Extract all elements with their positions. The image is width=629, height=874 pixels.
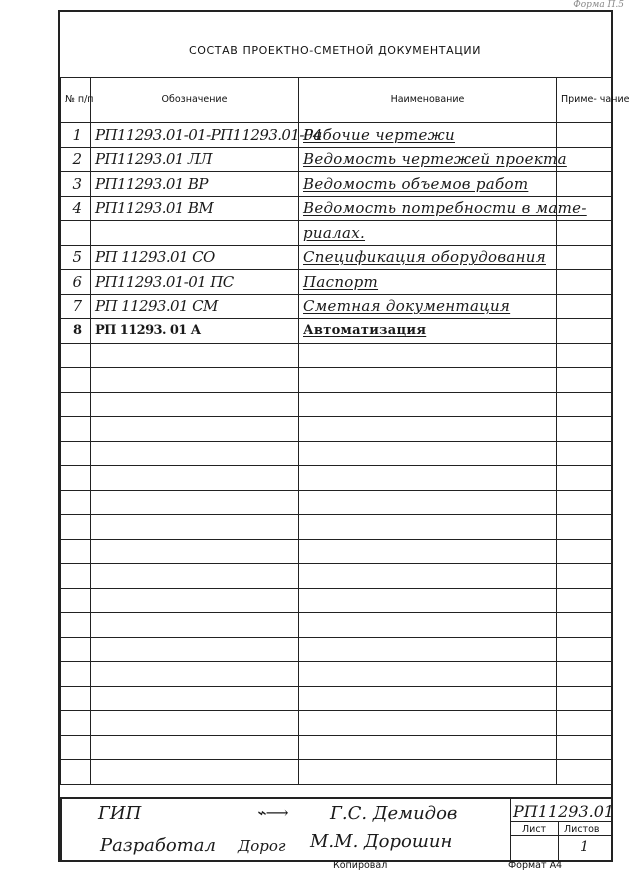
- empty-row: [61, 490, 613, 515]
- table-row: [61, 245, 613, 270]
- empty-row: [61, 735, 613, 760]
- header-note: Приме- чание: [557, 78, 613, 123]
- empty-cell: [91, 490, 299, 515]
- empty-cell: [91, 343, 299, 368]
- empty-row: [61, 441, 613, 466]
- empty-cell: [91, 735, 299, 760]
- empty-cell: [299, 588, 557, 613]
- empty-cell: [557, 417, 613, 442]
- row-num: [61, 221, 91, 246]
- empty-cell: [557, 637, 613, 662]
- form-corner-note: Форма П.5: [573, 0, 624, 10]
- row-code: РП 11293.01 СО: [91, 245, 299, 270]
- row-code: РП11293.01-01 ПС: [91, 270, 299, 295]
- row-num: 2: [61, 147, 91, 172]
- row-code: РП11293.01 ВР: [91, 172, 299, 197]
- empty-cell: [61, 343, 91, 368]
- empty-row: [61, 368, 613, 393]
- empty-cell: [61, 417, 91, 442]
- empty-cell: [61, 760, 91, 785]
- empty-row: [61, 392, 613, 417]
- row-name: риалах.: [299, 221, 557, 246]
- empty-cell: [299, 466, 557, 491]
- empty-row: [61, 588, 613, 613]
- row-name: Сметная документация: [299, 294, 557, 319]
- empty-row: [61, 613, 613, 638]
- empty-cell: [91, 711, 299, 736]
- empty-cell: [91, 662, 299, 687]
- table-header-row: [61, 78, 613, 123]
- row-note: [557, 123, 613, 148]
- row-code: РП11293.01-01-РП11293.01-04: [91, 123, 299, 148]
- empty-cell: [91, 686, 299, 711]
- empty-cell: [299, 515, 557, 540]
- row-name: Ведомость объемов работ: [299, 172, 557, 197]
- empty-row: [61, 515, 613, 540]
- empty-row: [61, 343, 613, 368]
- empty-cell: [91, 588, 299, 613]
- empty-cell: [557, 735, 613, 760]
- document-title: СОСТАВ ПРОЕКТНО-СМЕТНОЙ ДОКУМЕНТАЦИИ: [188, 44, 482, 57]
- empty-row: [61, 662, 613, 687]
- row-note: [557, 270, 613, 295]
- table-row: [61, 123, 613, 148]
- empty-cell: [299, 417, 557, 442]
- empty-cell: [299, 760, 557, 785]
- empty-cell: [61, 613, 91, 638]
- table-row: [61, 147, 613, 172]
- empty-row: [61, 711, 613, 736]
- empty-cell: [91, 760, 299, 785]
- empty-cell: [557, 539, 613, 564]
- row-name: Ведомость чертежей проекта: [299, 147, 557, 172]
- row-note: [557, 319, 613, 344]
- row-code: РП 11293. 01 А: [91, 319, 299, 344]
- sheet-label: Лист: [522, 824, 547, 835]
- header-name: Наименование: [299, 78, 557, 123]
- empty-row: [61, 686, 613, 711]
- table-row: [61, 270, 613, 295]
- empty-row: [61, 564, 613, 589]
- empty-cell: [557, 392, 613, 417]
- empty-cell: [299, 735, 557, 760]
- empty-cell: [61, 392, 91, 417]
- empty-cell: [557, 368, 613, 393]
- row-name: Ведомость потребности в мате-: [299, 196, 557, 221]
- empty-cell: [557, 490, 613, 515]
- empty-cell: [61, 441, 91, 466]
- empty-cell: [557, 662, 613, 687]
- empty-cell: [557, 564, 613, 589]
- empty-cell: [91, 613, 299, 638]
- empty-cell: [299, 613, 557, 638]
- empty-cell: [299, 343, 557, 368]
- row-num: 4: [61, 196, 91, 221]
- empty-cell: [91, 368, 299, 393]
- row-code: [91, 221, 299, 246]
- empty-cell: [91, 539, 299, 564]
- empty-cell: [557, 515, 613, 540]
- row-code: РП 11293.01 СМ: [91, 294, 299, 319]
- footer-copied: Копировал: [333, 860, 388, 871]
- empty-cell: [299, 392, 557, 417]
- sheets-label: Листов: [564, 824, 600, 835]
- row-name: Автоматизация: [299, 319, 557, 344]
- empty-cell: [299, 441, 557, 466]
- empty-row: [61, 637, 613, 662]
- empty-cell: [299, 686, 557, 711]
- empty-cell: [91, 441, 299, 466]
- signature-gip: ⌁⟶: [256, 803, 289, 822]
- row-name: Спецификация оборудования: [299, 245, 557, 270]
- footer-format: Формат А4: [508, 860, 563, 871]
- name-gip: Г.С. Демидов: [330, 803, 458, 824]
- row-code: РП11293.01 ЛЛ: [91, 147, 299, 172]
- empty-cell: [557, 686, 613, 711]
- empty-cell: [91, 515, 299, 540]
- empty-cell: [557, 760, 613, 785]
- empty-cell: [557, 343, 613, 368]
- empty-row: [61, 539, 613, 564]
- doc-code: РП11293.01: [513, 802, 615, 821]
- row-num: 7: [61, 294, 91, 319]
- name-developer: М.М. Дорошин: [310, 831, 453, 852]
- sheets-value: 1: [580, 839, 589, 855]
- empty-row: [61, 760, 613, 785]
- empty-cell: [299, 711, 557, 736]
- empty-cell: [557, 613, 613, 638]
- empty-cell: [557, 466, 613, 491]
- empty-cell: [91, 466, 299, 491]
- empty-cell: [91, 637, 299, 662]
- row-num: 3: [61, 172, 91, 197]
- empty-cell: [61, 490, 91, 515]
- row-name: Рабочие чертежи: [299, 123, 557, 148]
- empty-cell: [299, 368, 557, 393]
- row-note: [557, 172, 613, 197]
- empty-cell: [299, 539, 557, 564]
- table-row: [61, 196, 613, 221]
- header-num: № п/п: [61, 78, 91, 123]
- empty-cell: [61, 686, 91, 711]
- row-code: РП11293.01 ВМ: [91, 196, 299, 221]
- table-row: [61, 294, 613, 319]
- empty-cell: [299, 490, 557, 515]
- empty-row: [61, 466, 613, 491]
- row-num: 1: [61, 123, 91, 148]
- row-note: [557, 245, 613, 270]
- empty-cell: [61, 466, 91, 491]
- title-block: [60, 797, 615, 861]
- role-gip: ГИП: [98, 803, 142, 824]
- empty-cell: [61, 637, 91, 662]
- empty-cell: [91, 392, 299, 417]
- empty-cell: [61, 564, 91, 589]
- empty-cell: [61, 735, 91, 760]
- row-name: Паспорт: [299, 270, 557, 295]
- empty-cell: [557, 711, 613, 736]
- empty-cell: [61, 588, 91, 613]
- signature-developer: Дорог: [238, 837, 286, 855]
- table-row: [61, 319, 613, 344]
- row-num: 5: [61, 245, 91, 270]
- documents-table: [60, 77, 629, 785]
- empty-cell: [91, 417, 299, 442]
- header-code: Обозначение: [91, 78, 299, 123]
- table-row: [61, 172, 613, 197]
- empty-cell: [61, 368, 91, 393]
- empty-cell: [299, 564, 557, 589]
- role-developer: Разработал: [100, 835, 216, 856]
- empty-cell: [61, 662, 91, 687]
- empty-cell: [91, 564, 299, 589]
- row-note: [557, 221, 613, 246]
- empty-row: [61, 417, 613, 442]
- table-row: [61, 221, 613, 246]
- empty-cell: [61, 515, 91, 540]
- empty-cell: [557, 441, 613, 466]
- empty-cell: [299, 662, 557, 687]
- row-num: 8: [61, 319, 91, 344]
- empty-cell: [299, 637, 557, 662]
- empty-cell: [557, 588, 613, 613]
- row-num: 6: [61, 270, 91, 295]
- empty-cell: [61, 711, 91, 736]
- empty-cell: [61, 539, 91, 564]
- row-note: [557, 294, 613, 319]
